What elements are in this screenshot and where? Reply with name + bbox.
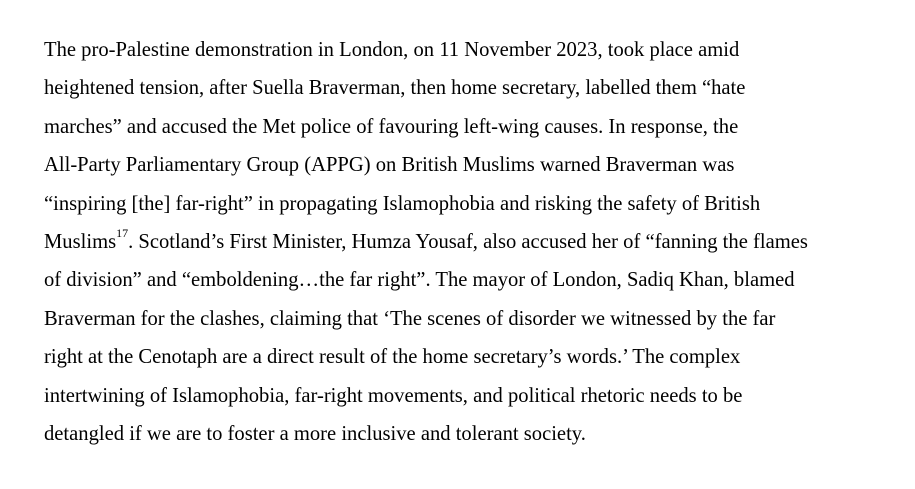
paragraph-line-9: right at the Cenotaph are a direct result of the home secretary’s words.’ The complex (44, 346, 741, 369)
paragraph-line-11: detangled if we are to foster a more inclusive and tolerant society. (44, 422, 586, 445)
paragraph-line-6 (44, 223, 894, 261)
document-paragraph (44, 31, 894, 453)
footnote-reference: 17 (116, 226, 129, 241)
paragraph-line-8: Braverman for the clashes, claiming that ‘The scenes of disorder we witnessed by the far (44, 307, 776, 330)
paragraph-line-4: All-Party Parliamentary Group (APPG) on British Muslims warned Braverman was (44, 154, 735, 177)
paragraph-line-3: marches” and accused the Met police of favouring left-wing causes. In response, the (44, 115, 739, 138)
paragraph-line-2: heightened tension, after Suella Braverman, then home secretary, labelled them “hate (44, 77, 746, 100)
paragraph-line-6-start: Muslims (44, 230, 117, 253)
paragraph-line-10: intertwining of Islamophobia, far-right movements, and political rhetoric needs to be (44, 384, 743, 407)
paragraph-line-1: The pro-Palestine demonstration in London, on 11 November 2023, took place amid (44, 39, 740, 61)
paragraph-line-7: of division” and “emboldening…the far right”. The mayor of London, Sadiq Khan, blamed (44, 269, 795, 292)
paragraph-line-5: “inspiring [the] far-right” in propagating Islamophobia and risking the safety of British (44, 192, 761, 215)
paragraph-line-6-rest: . Scotland’s First Minister, Humza Yousaf, also accused her of “fanning the flames (128, 230, 808, 253)
